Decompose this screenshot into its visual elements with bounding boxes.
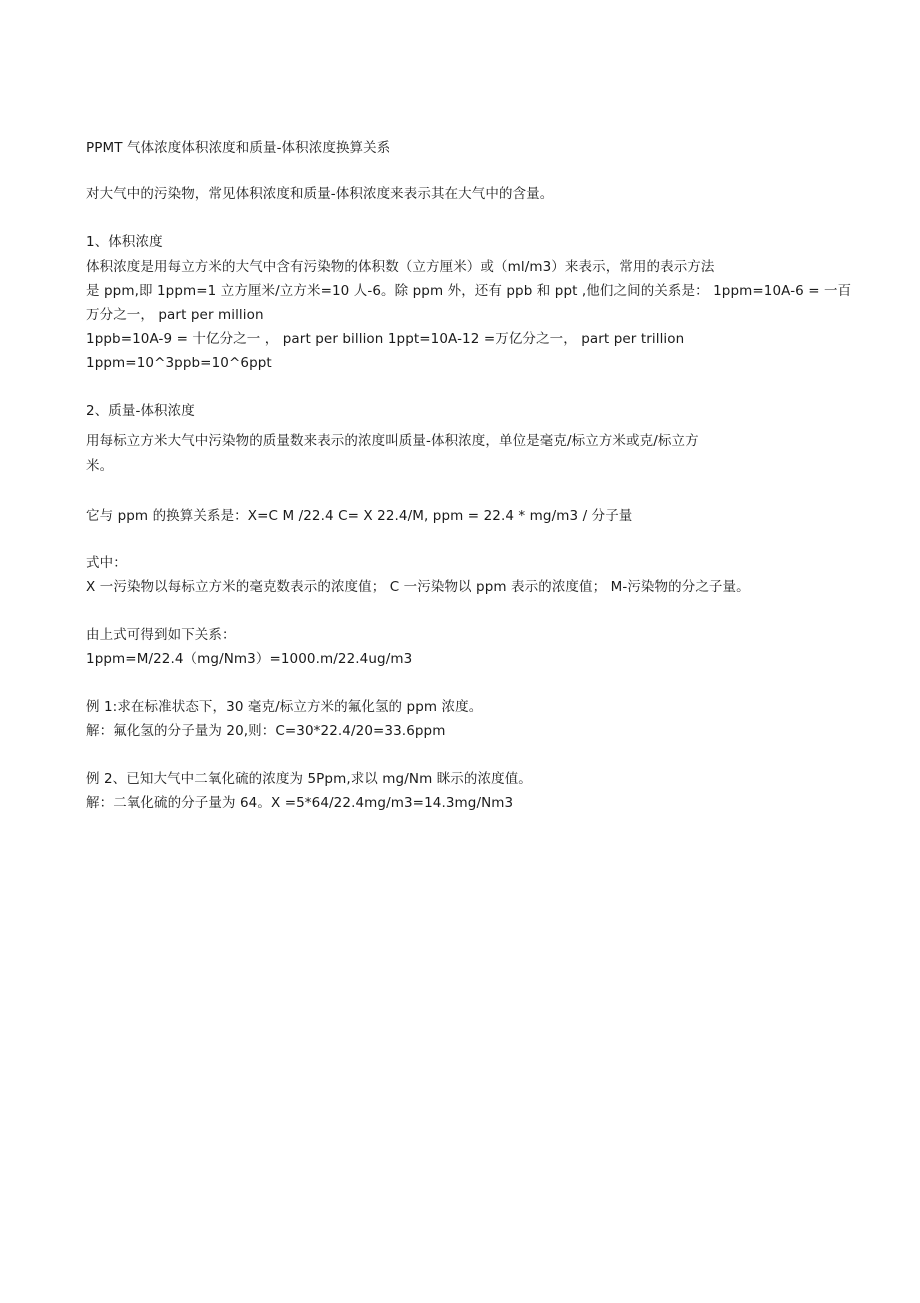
- where-definitions: X 一污染物以每标立方米的毫克数表示的浓度值； C 一污染物以 ppm 表示的浓度值； M-污染物的分之子量。: [86, 579, 750, 595]
- section1-line5: 1ppm=10^3ppb=10^6ppt: [86, 355, 272, 371]
- section2-line1: 用每标立方米大气中污染物的质量数来表示的浓度叫质量-体积浓度，单位是毫克/标立方米或克/标立方: [86, 433, 699, 449]
- example2-answer: 解：二氧化硫的分子量为 64。X =5*64/22.4mg/m3=14.3mg/Nm3: [86, 795, 514, 811]
- section2-line2: 米。: [86, 458, 114, 474]
- example2-question: 例 2、已知大气中二氧化硫的浓度为 5Ppm,求以 mg/Nm 眯示的浓度值。: [86, 771, 532, 787]
- intro-paragraph: 对大气中的污染物，常见体积浓度和质量-体积浓度来表示其在大气中的含量。: [86, 186, 554, 202]
- example1-question: 例 1:求在标准状态下，30 毫克/标立方米的氟化氢的 ppm 浓度。: [86, 699, 483, 715]
- example1-answer: 解：氟化氢的分子量为 20,则：C=30*22.4/20=33.6ppm: [86, 723, 446, 739]
- section1-line1: 体积浓度是用每立方米的大气中含有污染物的体积数（立方厘米）或（ml/m3）来表示，常用的表示方法: [86, 259, 715, 275]
- section2-heading: 2、质量-体积浓度: [86, 403, 195, 419]
- conversion-formula: 它与 ppm 的换算关系是：X=C M /22.4 C= X 22.4/M, ppm = 22.4 * mg/m3 / 分子量: [86, 508, 633, 524]
- section1-heading: 1、体积浓度: [86, 234, 163, 250]
- section1-line4: 1ppb=10A-9 = 十亿分之一 ， part per billion 1ppt=10A-12 =万亿分之一， part per trillion: [86, 331, 685, 347]
- derive-label: 由上式可得到如下关系：: [86, 627, 236, 643]
- document-title: PPMT 气体浓度体积浓度和质量-体积浓度换算关系: [86, 140, 391, 156]
- where-label: 式中：: [86, 555, 127, 571]
- section1-line3: 万分之一， part per million: [86, 307, 264, 323]
- section1-line2: 是 ppm,即 1ppm=1 立方厘米/立方米=10 人-6。除 ppm 外，还有 ppb 和 ppt ,他们之间的关系是： 1ppm=10A-6 = 一百: [86, 283, 852, 299]
- derive-formula: 1ppm=M/22.4（mg/Nm3）=1000.m/22.4ug/m3: [86, 651, 413, 667]
